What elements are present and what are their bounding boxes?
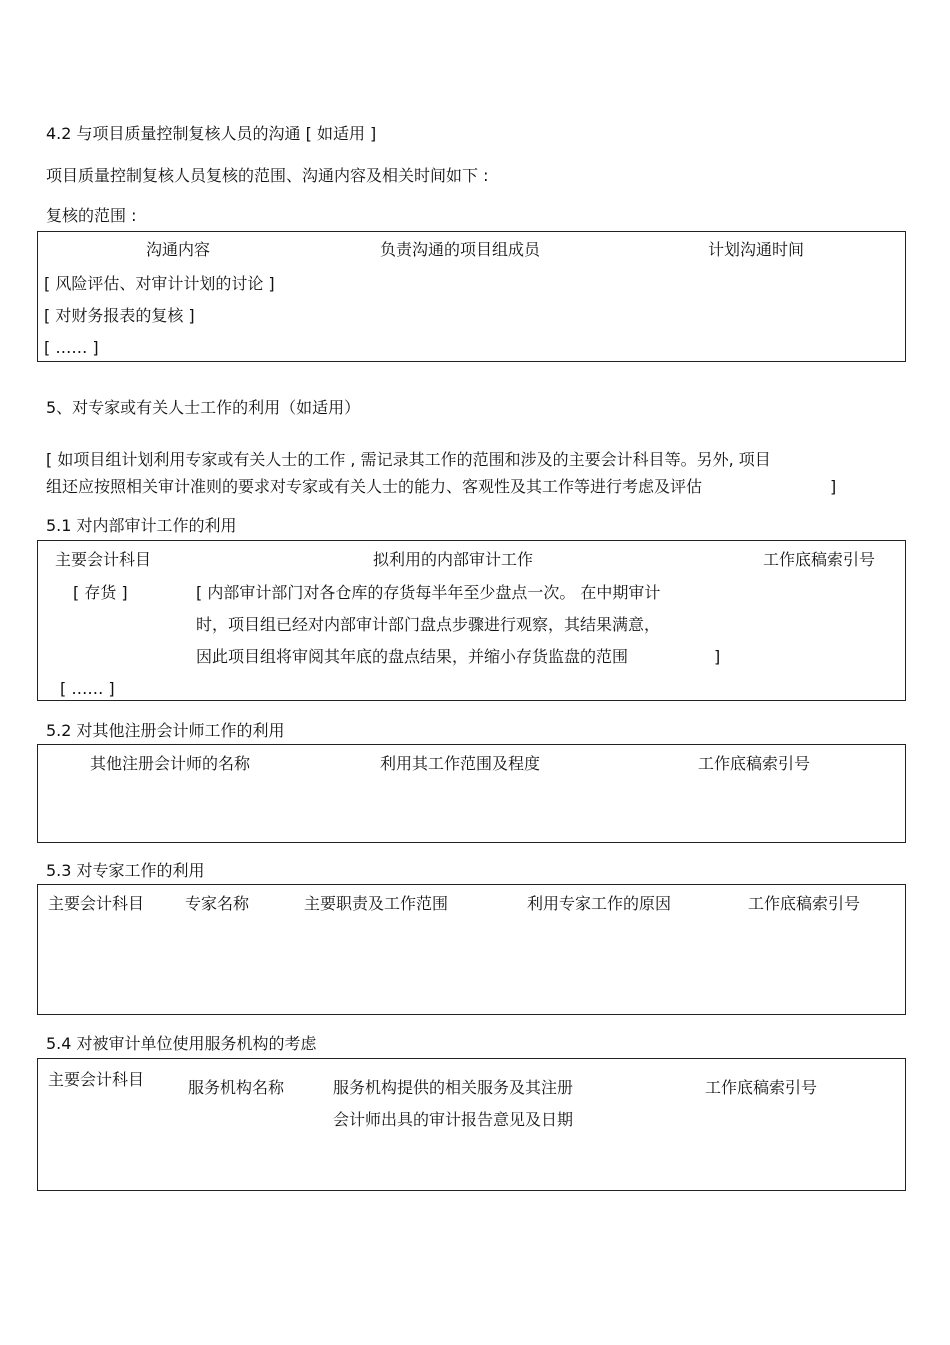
col-header-index: 工作底稿索引号 bbox=[705, 1078, 818, 1097]
col-header-services-line2: 会计师出具的审计报告意见及日期 bbox=[333, 1110, 574, 1129]
col-header-index: 工作底稿索引号 bbox=[748, 894, 861, 913]
section-4-2-heading: 4.2 与项目质量控制复核人员的沟通 [ 如适用 ] bbox=[46, 124, 377, 143]
section-5-1-heading: 5.1 对内部审计工作的利用 bbox=[46, 516, 237, 535]
col-header-org-name: 服务机构名称 bbox=[188, 1078, 285, 1097]
service-org-table bbox=[37, 1058, 906, 1191]
col-header-duties: 主要职责及工作范围 bbox=[304, 894, 449, 913]
other-cpa-table bbox=[37, 744, 906, 843]
section-4-2-intro: 项目质量控制复核人员复核的范围、沟通内容及相关时间如下 : bbox=[46, 166, 489, 185]
row-work-line: [ 内部审计部门对各仓库的存货每半年至少盘点一次。 在中期审计 bbox=[196, 583, 661, 602]
col-header-account: 主要会计科目 bbox=[48, 894, 145, 913]
col-header-expert-name: 专家名称 bbox=[185, 894, 250, 913]
section-5-note-line1: [ 如项目组计划利用专家或有关人士的工作 , 需记录其工作的范围和涉及的主要会计科目等。另外, 项目 bbox=[46, 450, 771, 469]
col-header-index: 工作底稿索引号 bbox=[763, 550, 876, 569]
section-5-note-close: ] bbox=[830, 477, 837, 496]
row-work-close: ] bbox=[714, 647, 721, 666]
col-header-internal-work: 拟利用的内部审计工作 bbox=[373, 550, 534, 569]
col-header-member: 负责沟通的项目组成员 bbox=[380, 240, 541, 259]
col-header-account: 主要会计科目 bbox=[55, 550, 152, 569]
col-header-reason: 利用专家工作的原因 bbox=[527, 894, 672, 913]
col-header-account: 主要会计科目 bbox=[48, 1070, 145, 1089]
section-5-4-heading: 5.4 对被审计单位使用服务机构的考虑 bbox=[46, 1034, 317, 1053]
table-row: [ …… ] bbox=[60, 679, 115, 698]
col-header-time: 计划沟通时间 bbox=[708, 240, 805, 259]
section-5-note-line2: 组还应按照相关审计准则的要求对专家或有关人士的能力、客观性及其工作等进行考虑及评估 bbox=[46, 477, 703, 496]
table-row: [ 风险评估、对审计计划的讨论 ] bbox=[44, 274, 275, 293]
expert-table bbox=[37, 884, 906, 1015]
col-header-index: 工作底稿索引号 bbox=[698, 754, 811, 773]
communication-table bbox=[37, 231, 906, 362]
section-5-2-heading: 5.2 对其他注册会计师工作的利用 bbox=[46, 721, 285, 740]
section-5-3-heading: 5.3 对专家工作的利用 bbox=[46, 861, 205, 880]
col-header-cpa-name: 其他注册会计师的名称 bbox=[90, 754, 251, 773]
table-row: [ …… ] bbox=[44, 338, 99, 357]
row-work-line: 因此项目组将审阅其年底的盘点结果，并缩小存货监盘的范围 bbox=[196, 647, 629, 666]
row-work-line: 时，项目组已经对内部审计部门盘点步骤进行观察，其结果满意， bbox=[196, 615, 661, 634]
col-header-scope: 利用其工作范围及程度 bbox=[380, 754, 541, 773]
scope-label: 复核的范围 : bbox=[46, 206, 137, 225]
table-row: [ 对财务报表的复核 ] bbox=[44, 306, 195, 325]
section-5-heading: 5、对专家或有关人士工作的利用（如适用） bbox=[46, 398, 361, 417]
col-header-content: 沟通内容 bbox=[146, 240, 211, 259]
col-header-services: 服务机构提供的相关服务及其注册 bbox=[333, 1078, 574, 1097]
row-account: [ 存货 ] bbox=[73, 583, 128, 602]
internal-audit-table bbox=[37, 540, 906, 701]
